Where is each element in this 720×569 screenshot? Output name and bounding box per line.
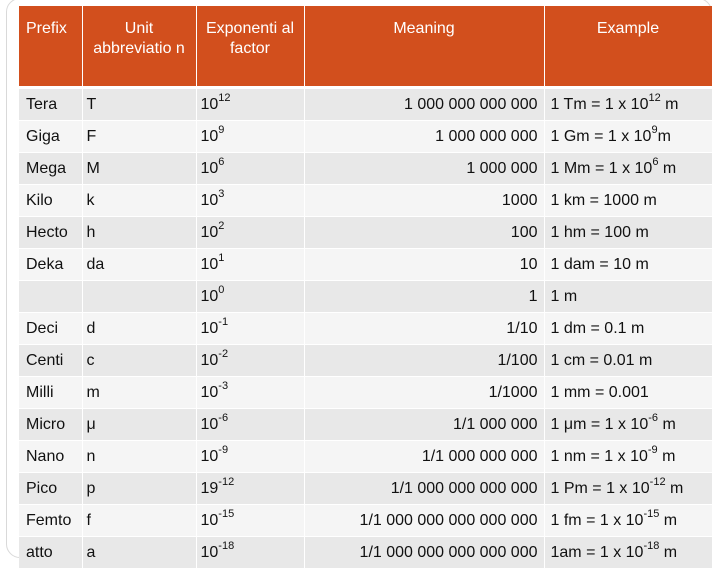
meaning-value: 1/1 000 000 (452, 415, 538, 433)
unit-abbreviation: F (86, 127, 97, 145)
example-suffix: m (658, 159, 677, 177)
meaning-cell (304, 409, 544, 441)
prefix-name: Centi (26, 351, 64, 369)
example-cell (544, 121, 712, 153)
meaning-value: 1 000 000 000 (435, 127, 538, 145)
prefix-name: Kilo (26, 191, 53, 209)
prefix-cell (19, 121, 82, 153)
example-text: 1 mm = 0.001 (550, 383, 649, 401)
example-exponent: -9 (647, 444, 658, 457)
factor-base: 10 (200, 223, 219, 241)
factor-base: 10 (200, 127, 219, 145)
unit-abbreviation: c (86, 351, 95, 369)
prefix-cell (19, 313, 82, 345)
table-row (19, 537, 712, 569)
prefix-name: Femto (26, 511, 72, 529)
factor-base: 10 (200, 543, 219, 561)
unit-abbreviation: k (86, 191, 95, 209)
prefix-cell (19, 537, 82, 569)
example-cell (544, 377, 712, 409)
example-cell (544, 249, 712, 281)
prefix-cell (19, 88, 82, 121)
example-exponent: 9 (651, 124, 658, 137)
factor-exponent: -3 (218, 380, 229, 393)
exponential-factor-cell (196, 217, 304, 249)
table-row (19, 505, 712, 537)
example-text: 1 fm = 1 x 10 (550, 511, 644, 529)
table-row (19, 249, 712, 281)
example-cell (544, 441, 712, 473)
meaning-cell (304, 281, 544, 313)
exponential-factor-cell (196, 473, 304, 505)
factor-base: 10 (200, 95, 219, 113)
example-text: 1 dam = 10 m (550, 255, 649, 273)
table-row (19, 345, 712, 377)
prefix-cell (19, 153, 82, 185)
example-cell (544, 153, 712, 185)
unit-abbreviation: M (86, 159, 100, 177)
example-text: 1 m (550, 287, 578, 305)
example-exponent: -6 (648, 412, 658, 425)
prefix-cell (19, 281, 82, 313)
table-header-row (19, 6, 712, 88)
prefix-name: Tera (26, 95, 58, 113)
example-cell (544, 281, 712, 313)
table-row (19, 121, 712, 153)
factor-base: 10 (200, 287, 219, 305)
prefix-name: Hecto (26, 223, 68, 241)
example-exponent: -15 (643, 508, 660, 521)
meaning-value: 1/1 000 000 000 000 (390, 479, 538, 497)
exponential-factor-cell (196, 441, 304, 473)
exponential-factor-cell (196, 537, 304, 569)
factor-exponent: 2 (218, 220, 225, 233)
meaning-value: 1 000 000 (466, 159, 538, 177)
example-cell (544, 505, 712, 537)
factor-base: 10 (200, 255, 219, 273)
meaning-value: 1/1 000 000 000 000 000 (359, 543, 538, 561)
meaning-cell (304, 153, 544, 185)
table-row (19, 281, 712, 313)
exponential-factor-cell (196, 345, 304, 377)
exponential-factor-cell (196, 121, 304, 153)
factor-base: 10 (200, 191, 219, 209)
table-row (19, 441, 712, 473)
prefix-name: Deci (26, 319, 59, 337)
meaning-cell (304, 88, 544, 121)
table-row (19, 153, 712, 185)
unit-abbreviation: da (86, 255, 105, 273)
example-text: 1 cm = 0.01 m (550, 351, 653, 369)
exponential-factor-cell (196, 281, 304, 313)
factor-base: 10 (200, 351, 219, 369)
factor-exponent: -15 (218, 508, 235, 521)
factor-base: 10 (200, 447, 219, 465)
meaning-value: 1/10 (506, 319, 538, 337)
exponential-factor-cell (196, 377, 304, 409)
meaning-value: 1/1 000 000 000 000 000 (359, 511, 538, 529)
factor-exponent: 6 (218, 156, 225, 169)
exponential-factor-cell (196, 153, 304, 185)
table-row (19, 88, 712, 121)
factor-base: 10 (200, 159, 219, 177)
factor-exponent: 12 (218, 92, 231, 105)
meaning-value: 1/100 (497, 351, 538, 369)
prefix-cell (19, 217, 82, 249)
example-suffix: m (657, 127, 671, 145)
meaning-cell (304, 441, 544, 473)
table-row (19, 377, 712, 409)
header-unit-abbreviation: Unit abbreviatio n (82, 6, 196, 88)
exponential-factor-cell (196, 185, 304, 217)
header-example: Example (544, 6, 712, 88)
prefix-name: Giga (26, 127, 60, 145)
abbreviation-cell (82, 313, 196, 345)
example-cell (544, 185, 712, 217)
meaning-cell (304, 249, 544, 281)
factor-exponent: 1 (218, 252, 225, 265)
meaning-value: 1/1 000 000 000 (421, 447, 538, 465)
example-text: 1 Gm = 1 x 10 (550, 127, 652, 145)
header-meaning: Meaning (304, 6, 544, 88)
abbreviation-cell (82, 249, 196, 281)
meaning-cell (304, 505, 544, 537)
table-row (19, 313, 712, 345)
abbreviation-cell (82, 121, 196, 153)
header-prefix: Prefix (19, 6, 82, 88)
factor-base: 19 (200, 479, 219, 497)
exponential-factor-cell (196, 505, 304, 537)
unit-abbreviation: h (86, 223, 96, 241)
abbreviation-cell (82, 473, 196, 505)
example-cell (544, 409, 712, 441)
abbreviation-cell (82, 217, 196, 249)
factor-exponent: -2 (218, 348, 229, 361)
exponential-factor-cell (196, 249, 304, 281)
meaning-cell (304, 185, 544, 217)
prefix-name: Micro (26, 415, 66, 433)
factor-base: 10 (200, 415, 219, 433)
example-cell (544, 473, 712, 505)
example-text: 1 Mm = 1 x 10 (550, 159, 653, 177)
example-cell (544, 313, 712, 345)
meaning-cell (304, 537, 544, 569)
meaning-value: 1/1000 (488, 383, 538, 401)
exponential-factor-cell (196, 409, 304, 441)
abbreviation-cell (82, 345, 196, 377)
example-text: 1 Pm = 1 x 10 (550, 479, 650, 497)
unit-abbreviation: m (86, 383, 100, 401)
meaning-value: 1 (528, 287, 538, 305)
table-row (19, 185, 712, 217)
meaning-cell (304, 473, 544, 505)
prefix-cell (19, 441, 82, 473)
factor-base: 10 (200, 383, 219, 401)
meaning-cell (304, 313, 544, 345)
abbreviation-cell (82, 505, 196, 537)
example-text: 1 nm = 1 x 10 (550, 447, 648, 465)
prefix-cell (19, 185, 82, 217)
factor-exponent: 3 (218, 188, 225, 201)
prefix-cell (19, 249, 82, 281)
table-row (19, 217, 712, 249)
example-cell (544, 537, 712, 569)
factor-exponent: -1 (218, 316, 229, 329)
example-suffix: m (665, 479, 684, 497)
table-body (19, 88, 712, 569)
example-suffix: m (658, 415, 676, 433)
factor-exponent: -9 (218, 444, 229, 457)
prefix-name: Pico (26, 479, 58, 497)
unit-abbreviation: d (86, 319, 96, 337)
exponential-factor-cell (196, 88, 304, 121)
prefix-name: Milli (26, 383, 54, 401)
example-text: 1 km = 1000 m (550, 191, 657, 209)
exponential-factor-cell (196, 313, 304, 345)
meaning-cell (304, 345, 544, 377)
prefix-name: Nano (26, 447, 65, 465)
example-text: 1 dm = 0.1 m (550, 319, 645, 337)
prefix-cell (19, 345, 82, 377)
example-cell (544, 217, 712, 249)
example-cell (544, 345, 712, 377)
factor-exponent: -6 (218, 412, 229, 425)
example-text: 1 Tm = 1 x 10 (550, 95, 649, 113)
example-text: 1am = 1 x 10 (550, 543, 644, 561)
example-exponent: -18 (643, 540, 660, 553)
example-suffix: m (659, 511, 678, 529)
table-row (19, 409, 712, 441)
prefix-name: Mega (26, 159, 67, 177)
factor-base: 10 (200, 511, 219, 529)
abbreviation-cell (82, 441, 196, 473)
unit-abbreviation: n (86, 447, 96, 465)
abbreviation-cell (82, 537, 196, 569)
prefix-cell (19, 409, 82, 441)
unit-abbreviation: f (86, 511, 91, 529)
prefix-name: atto (26, 543, 53, 561)
meaning-value: 1000 (501, 191, 538, 209)
example-exponent: -12 (649, 476, 666, 489)
unit-abbreviation: p (86, 479, 96, 497)
unit-abbreviation: T (86, 95, 97, 113)
table-row (19, 473, 712, 505)
factor-base: 10 (200, 319, 219, 337)
abbreviation-cell (82, 377, 196, 409)
prefix-cell (19, 377, 82, 409)
example-text: 1 hm = 100 m (550, 223, 649, 241)
meaning-cell (304, 121, 544, 153)
prefix-cell (19, 473, 82, 505)
abbreviation-cell (82, 409, 196, 441)
example-exponent: 6 (652, 156, 659, 169)
prefix-name: Deka (26, 255, 64, 273)
abbreviation-cell (82, 88, 196, 121)
meaning-value: 1 000 000 000 000 (404, 95, 538, 113)
meaning-value: 100 (510, 223, 538, 241)
factor-exponent: 0 (218, 284, 225, 297)
si-prefix-table (19, 6, 713, 569)
abbreviation-cell (82, 185, 196, 217)
factor-exponent: 9 (218, 124, 225, 137)
meaning-cell (304, 217, 544, 249)
example-suffix: m (660, 95, 679, 113)
prefix-cell (19, 505, 82, 537)
example-exponent: 12 (648, 92, 661, 105)
example-text: 1 μm = 1 x 10 (550, 415, 649, 433)
example-suffix: m (659, 543, 678, 561)
unit-abbreviation: μ (86, 415, 96, 433)
meaning-value: 10 (519, 255, 538, 273)
abbreviation-cell (82, 281, 196, 313)
abbreviation-cell (82, 153, 196, 185)
factor-exponent: -18 (218, 540, 235, 553)
factor-exponent: -12 (218, 476, 235, 489)
meaning-cell (304, 377, 544, 409)
example-cell (544, 88, 712, 121)
header-exponential-factor: Exponenti al factor (196, 6, 304, 88)
unit-abbreviation: a (86, 543, 96, 561)
example-suffix: m (657, 447, 676, 465)
